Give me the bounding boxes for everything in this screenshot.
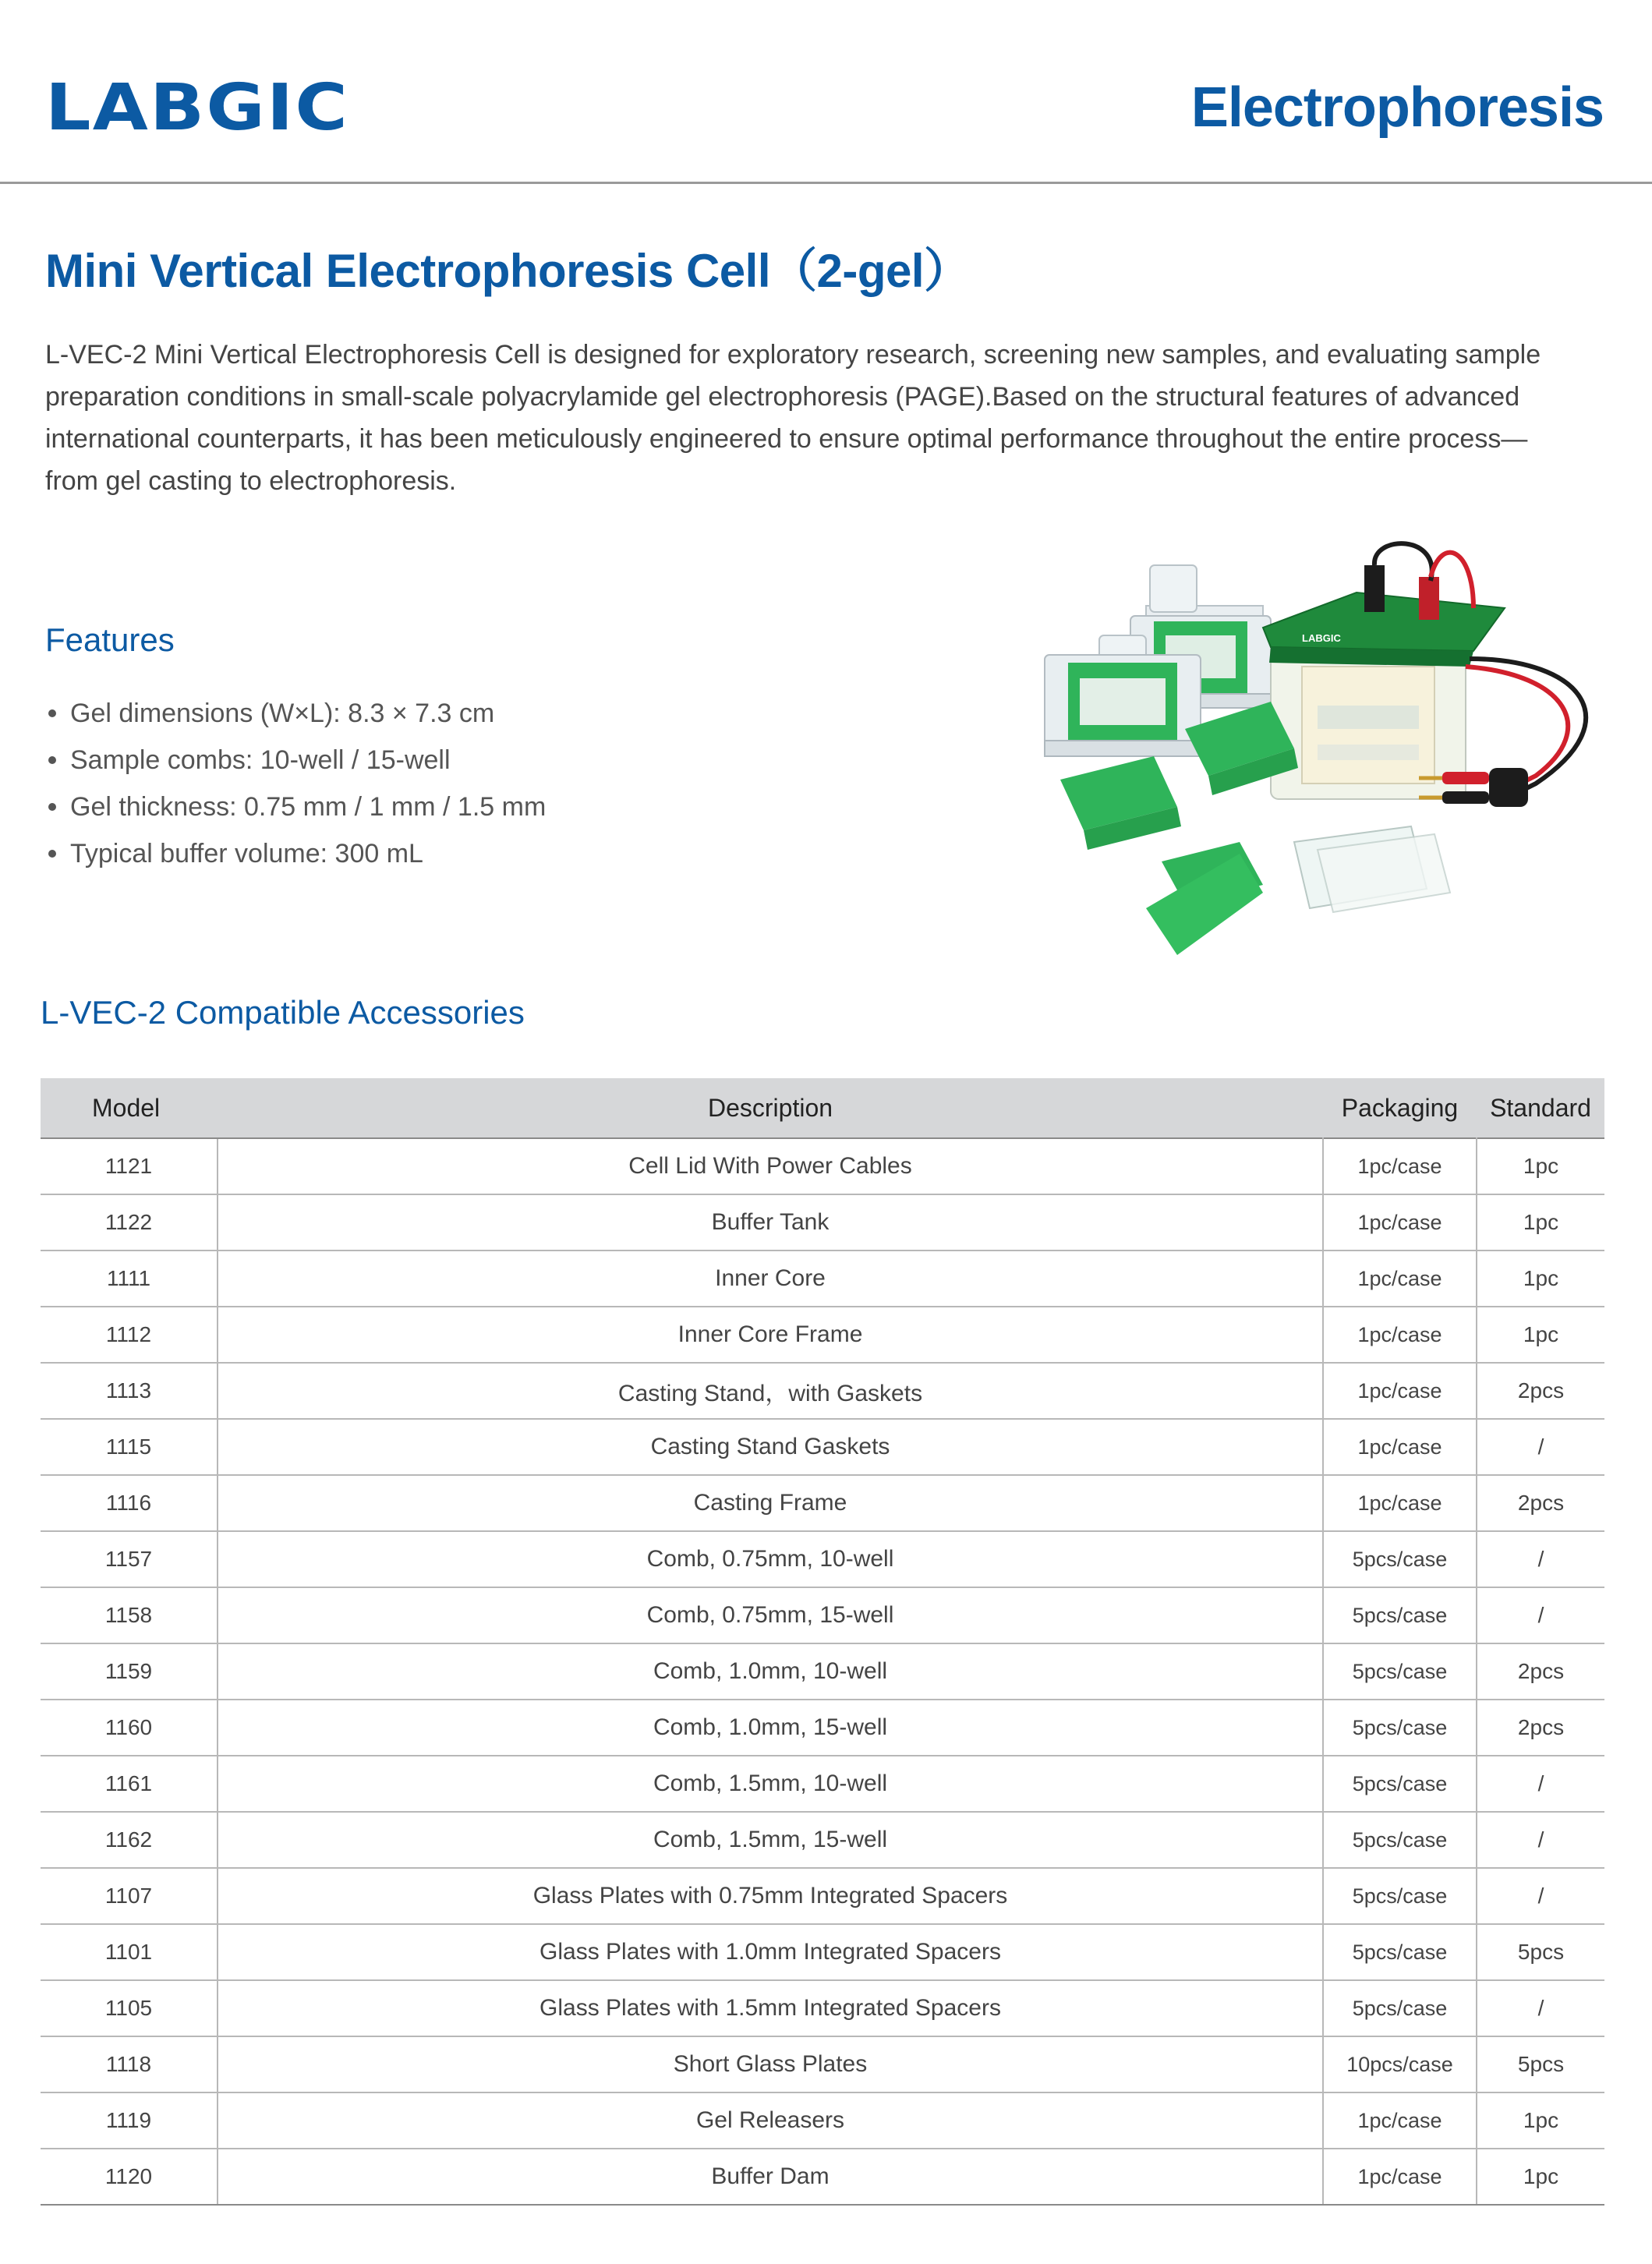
packaging-cell: 1pc/case bbox=[1323, 1307, 1477, 1363]
standard-cell: 1pc bbox=[1477, 2149, 1604, 2205]
packaging-cell: 1pc/case bbox=[1323, 1475, 1477, 1531]
packaging-cell: 5pcs/case bbox=[1323, 1643, 1477, 1700]
description-cell: Gel Releasers bbox=[218, 2092, 1323, 2149]
model-cell: 1122 bbox=[41, 1194, 218, 1251]
section-title: Electrophoresis bbox=[1190, 76, 1604, 139]
description-cell: Buffer Dam bbox=[218, 2149, 1323, 2205]
model-cell: 1159 bbox=[41, 1643, 218, 1700]
standard-cell: 1pc bbox=[1477, 1307, 1604, 1363]
table-row bbox=[41, 1980, 1604, 2036]
features-heading: Features bbox=[45, 621, 175, 658]
standard-cell: 2pcs bbox=[1477, 1363, 1604, 1419]
feature-text: Typical buffer volume: 300 mL bbox=[70, 839, 423, 868]
standard-cell: 1pc bbox=[1477, 1251, 1604, 1307]
lid-label: LABGIC bbox=[1302, 632, 1341, 644]
model-cell: 1101 bbox=[41, 1924, 218, 1980]
accessories-table-body bbox=[41, 1138, 1604, 2205]
description-cell: Comb, 1.0mm, 15-well bbox=[218, 1700, 1323, 1756]
model-cell: 1115 bbox=[41, 1419, 218, 1475]
packaging-cell: 5pcs/case bbox=[1323, 1587, 1477, 1643]
standard-cell: 5pcs bbox=[1477, 2036, 1604, 2092]
model-cell: 1118 bbox=[41, 2036, 218, 2092]
description-cell: Inner Core Frame bbox=[218, 1307, 1323, 1363]
standard-cell: 1pc bbox=[1477, 1194, 1604, 1251]
glass-plates bbox=[1294, 826, 1450, 912]
table-row bbox=[41, 2092, 1604, 2149]
model-cell: 1161 bbox=[41, 1756, 218, 1812]
bullet-icon bbox=[48, 709, 56, 717]
product-title: Mini Vertical Electrophoresis Cell（2-gel） bbox=[45, 245, 971, 297]
packaging-cell: 1pc/case bbox=[1323, 2149, 1477, 2205]
description-cell: Comb, 0.75mm, 15-well bbox=[218, 1587, 1323, 1643]
table-row bbox=[41, 1419, 1604, 1475]
table-row bbox=[41, 1700, 1604, 1756]
description-cell: Glass Plates with 1.0mm Integrated Spacers bbox=[218, 1924, 1323, 1980]
product-photo bbox=[1037, 534, 1614, 955]
table-row bbox=[41, 1587, 1604, 1643]
feature-text: Gel thickness: 0.75 mm / 1 mm / 1.5 mm bbox=[70, 792, 547, 822]
model-cell: 1120 bbox=[41, 2149, 218, 2205]
packaging-cell: 5pcs/case bbox=[1323, 1756, 1477, 1812]
packaging-cell: 5pcs/case bbox=[1323, 1924, 1477, 1980]
packaging-cell: 1pc/case bbox=[1323, 1138, 1477, 1194]
model-cell: 1158 bbox=[41, 1587, 218, 1643]
table-row bbox=[41, 1868, 1604, 1924]
standard-cell: / bbox=[1477, 1419, 1604, 1475]
packaging-cell: 5pcs/case bbox=[1323, 1812, 1477, 1868]
table-row bbox=[41, 1812, 1604, 1868]
packaging-cell: 1pc/case bbox=[1323, 1251, 1477, 1307]
model-cell: 1160 bbox=[41, 1700, 218, 1756]
description-cell: Comb, 1.5mm, 10-well bbox=[218, 1756, 1323, 1812]
packaging-cell: 10pcs/case bbox=[1323, 2036, 1477, 2092]
model-cell: 1162 bbox=[41, 1812, 218, 1868]
description-cell: Inner Core bbox=[218, 1251, 1323, 1307]
description-cell: Short Glass Plates bbox=[218, 2036, 1323, 2092]
standard-cell: 1pc bbox=[1477, 1138, 1604, 1194]
model-cell: 1111 bbox=[41, 1251, 218, 1307]
accessories-table bbox=[41, 1078, 1604, 2206]
comb-left bbox=[1060, 756, 1181, 850]
table-row bbox=[41, 1138, 1604, 1194]
table-row bbox=[41, 1643, 1604, 1700]
standard-cell: 2pcs bbox=[1477, 1475, 1604, 1531]
feature-text: Sample combs: 10-well / 15-well bbox=[70, 745, 451, 775]
description-cell: Buffer Tank bbox=[218, 1194, 1323, 1251]
standard-cell: / bbox=[1477, 1756, 1604, 1812]
packaging-cell: 1pc/case bbox=[1323, 1194, 1477, 1251]
model-cell: 1107 bbox=[41, 1868, 218, 1924]
brand-logo: LABGIC bbox=[45, 71, 350, 145]
standard-cell: / bbox=[1477, 1531, 1604, 1587]
bullet-icon bbox=[48, 756, 56, 764]
description-cell: Cell Lid With Power Cables bbox=[218, 1138, 1323, 1194]
model-cell: 1116 bbox=[41, 1475, 218, 1531]
table-row bbox=[41, 1194, 1604, 1251]
product-intro: L-VEC-2 Mini Vertical Electrophoresis Cell is designed for exploratory research, screening new samples, and evaluating sample preparation conditions in small-scale polyacrylamide gel electrophoresis (PAGE).Based on the structural features of advanced international counterparts, it has been meticulously engineered to ensure optimal performance throughout the entire process—from gel casting to electrophoresis. bbox=[45, 340, 1541, 496]
description-cell: Casting Frame bbox=[218, 1475, 1323, 1531]
model-cell: 1112 bbox=[41, 1307, 218, 1363]
packaging-cell: 1pc/case bbox=[1323, 1419, 1477, 1475]
standard-cell: / bbox=[1477, 1868, 1604, 1924]
feature-item bbox=[45, 737, 546, 784]
description-cell: Casting Stand Gaskets bbox=[218, 1419, 1323, 1475]
standard-cell: / bbox=[1477, 1980, 1604, 2036]
packaging-cell: 5pcs/case bbox=[1323, 1868, 1477, 1924]
column-header-model: Model bbox=[41, 1078, 218, 1138]
standard-cell: 5pcs bbox=[1477, 1924, 1604, 1980]
description-cell: Glass Plates with 1.5mm Integrated Spacers bbox=[218, 1980, 1323, 2036]
table-header-row bbox=[41, 1078, 1604, 1138]
model-cell: 1157 bbox=[41, 1531, 218, 1587]
column-header-standard: Standard bbox=[1477, 1078, 1604, 1138]
packaging-cell: 5pcs/case bbox=[1323, 1700, 1477, 1756]
bullet-icon bbox=[48, 850, 56, 858]
table-row bbox=[41, 1924, 1604, 1980]
header-divider bbox=[0, 182, 1652, 184]
feature-item bbox=[45, 830, 546, 877]
column-header-description: Description bbox=[218, 1078, 1323, 1138]
table-row bbox=[41, 1756, 1604, 1812]
description-cell: Casting Stand，with Gaskets bbox=[218, 1363, 1323, 1419]
standard-cell: 2pcs bbox=[1477, 1700, 1604, 1756]
packaging-cell: 1pc/case bbox=[1323, 1363, 1477, 1419]
table-row bbox=[41, 2036, 1604, 2092]
model-cell: 1113 bbox=[41, 1363, 218, 1419]
packaging-cell: 5pcs/case bbox=[1323, 1980, 1477, 2036]
standard-cell: 2pcs bbox=[1477, 1643, 1604, 1700]
table-row bbox=[41, 1475, 1604, 1531]
bullet-icon bbox=[48, 803, 56, 811]
standard-cell: / bbox=[1477, 1587, 1604, 1643]
model-cell: 1119 bbox=[41, 2092, 218, 2149]
column-header-packaging: Packaging bbox=[1323, 1078, 1477, 1138]
table-row bbox=[41, 1531, 1604, 1587]
model-cell: 1105 bbox=[41, 1980, 218, 2036]
description-cell: Comb, 0.75mm, 10-well bbox=[218, 1531, 1323, 1587]
feature-text: Gel dimensions (W×L): 8.3 × 7.3 cm bbox=[70, 699, 495, 728]
feature-item bbox=[45, 784, 546, 830]
buffer-tank bbox=[1271, 643, 1466, 799]
table-row bbox=[41, 1307, 1604, 1363]
description-cell: Comb, 1.0mm, 10-well bbox=[218, 1643, 1323, 1700]
accessories-heading: L-VEC-2 Compatible Accessories bbox=[41, 994, 525, 1031]
packaging-cell: 1pc/case bbox=[1323, 2092, 1477, 2149]
model-cell: 1121 bbox=[41, 1138, 218, 1194]
standard-cell: / bbox=[1477, 1812, 1604, 1868]
table-row bbox=[41, 1363, 1604, 1419]
features-list bbox=[45, 690, 546, 877]
table-row bbox=[41, 1251, 1604, 1307]
table-row bbox=[41, 2149, 1604, 2205]
standard-cell: 1pc bbox=[1477, 2092, 1604, 2149]
feature-item bbox=[45, 690, 546, 737]
packaging-cell: 5pcs/case bbox=[1323, 1531, 1477, 1587]
description-cell: Glass Plates with 0.75mm Integrated Spacers bbox=[218, 1868, 1323, 1924]
description-cell: Comb, 1.5mm, 15-well bbox=[218, 1812, 1323, 1868]
